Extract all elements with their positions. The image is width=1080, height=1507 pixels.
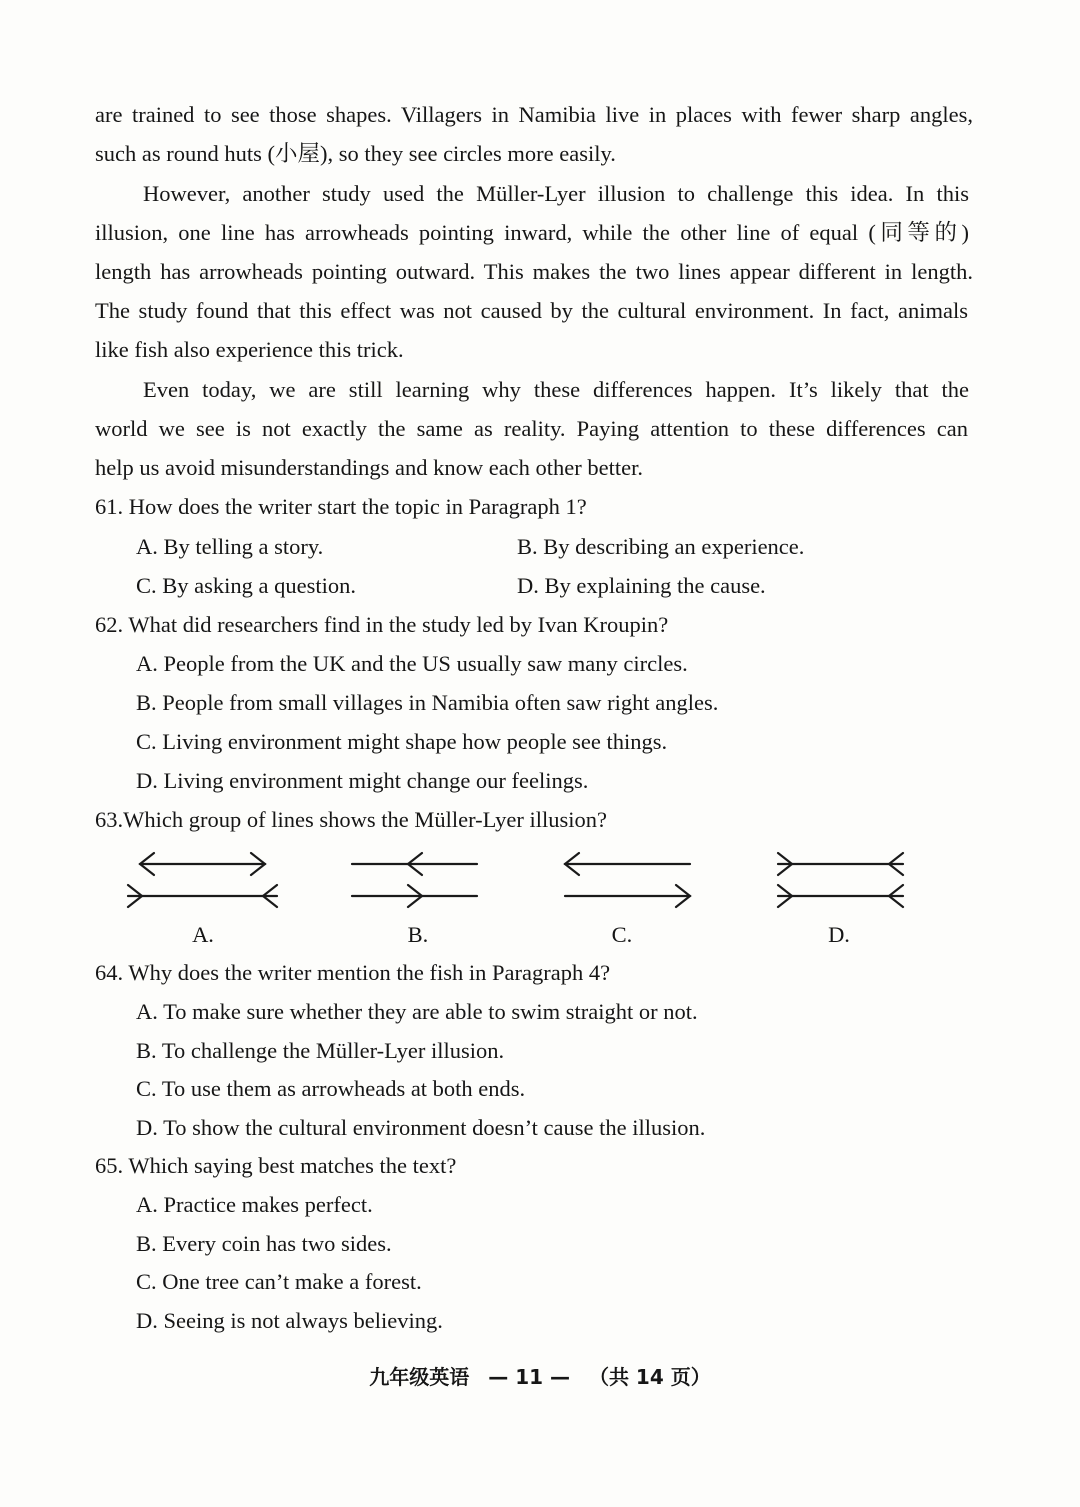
passage-line: world we see is not exactly the same as reality. Paying attention to these differences can	[95, 416, 968, 441]
arrow-lines-diagram	[120, 845, 920, 915]
figure-c-lines	[565, 853, 690, 907]
figure-b-lines	[352, 853, 477, 907]
passage-line: The study found that this effect was not caused by the cultural environment. In fact, animals	[95, 298, 968, 323]
option-65-c[interactable]: C. One tree can’t make a forest.	[136, 1269, 422, 1294]
option-62-c[interactable]: C. Living environment might shape how people see things.	[136, 729, 668, 754]
passage-line: length has arrowheads pointing outward. This makes the two lines appear different in length.	[95, 259, 973, 284]
option-61-c[interactable]: C. By asking a question.	[136, 573, 356, 598]
passage-line: illusion, one line has arrowheads pointing inward, while the other line of equal (同等的)	[95, 220, 969, 245]
footer-total-pages: （共 14 页）	[588, 1365, 711, 1389]
question-stem-63: 63.Which group of lines shows the Müller-Lyer illusion?	[95, 807, 607, 832]
option-64-c[interactable]: C. To use them as arrowheads at both ends.	[136, 1076, 526, 1101]
figure-label-c[interactable]: C.	[611, 922, 633, 947]
option-64-b[interactable]: B. To challenge the Müller-Lyer illusion.	[136, 1038, 505, 1063]
question-stem-65: 65. Which saying best matches the text?	[95, 1153, 457, 1178]
figure-d-lines	[778, 853, 903, 907]
question-stem-61: 61. How does the writer start the topic in Paragraph 1?	[95, 494, 587, 519]
passage-line: Even today, we are still learning why these differences happen. It’s likely that the	[143, 377, 969, 402]
option-61-b[interactable]: B. By describing an experience.	[517, 534, 805, 559]
figure-a-lines	[128, 853, 277, 907]
passage-line: like fish also experience this trick.	[95, 337, 404, 362]
line-figures	[120, 845, 920, 955]
option-61-a[interactable]: A. By telling a story.	[136, 534, 324, 559]
passage-line: help us avoid misunderstandings and know each other better.	[95, 455, 643, 480]
option-62-d[interactable]: D. Living environment might change our feelings.	[136, 768, 589, 793]
question-stem-62: 62. What did researchers find in the study led by Ivan Kroupin?	[95, 612, 669, 637]
option-64-d[interactable]: D. To show the cultural environment doesn’t cause the illusion.	[136, 1115, 706, 1140]
figure-label-b[interactable]: B.	[407, 922, 429, 947]
option-61-d[interactable]: D. By explaining the cause.	[517, 573, 766, 598]
question-stem-64: 64. Why does the writer mention the fish in Paragraph 4?	[95, 960, 611, 985]
option-65-d[interactable]: D. Seeing is not always believing.	[136, 1308, 443, 1333]
page-footer	[0, 1362, 1080, 1392]
option-64-a[interactable]: A. To make sure whether they are able to swim straight or not.	[136, 999, 698, 1024]
footer-subject: 九年级英语	[369, 1365, 470, 1389]
figure-label-a[interactable]: A.	[192, 922, 214, 947]
figure-label-d[interactable]: D.	[828, 922, 850, 947]
passage-line: However, another study used the Müller-Lyer illusion to challenge this idea. In this	[143, 181, 969, 206]
passage-line: such as round huts (小屋), so they see circles more easily.	[95, 141, 616, 166]
passage-line: are trained to see those shapes. Villagers in Namibia live in places with fewer sharp angles,	[95, 102, 973, 127]
option-62-a[interactable]: A. People from the UK and the US usually saw many circles.	[136, 651, 688, 676]
option-65-b[interactable]: B. Every coin has two sides.	[136, 1231, 392, 1256]
option-62-b[interactable]: B. People from small villages in Namibia often saw right angles.	[136, 690, 719, 715]
option-65-a[interactable]: A. Practice makes perfect.	[136, 1192, 373, 1217]
footer-page-number: — 11 —	[488, 1365, 570, 1389]
